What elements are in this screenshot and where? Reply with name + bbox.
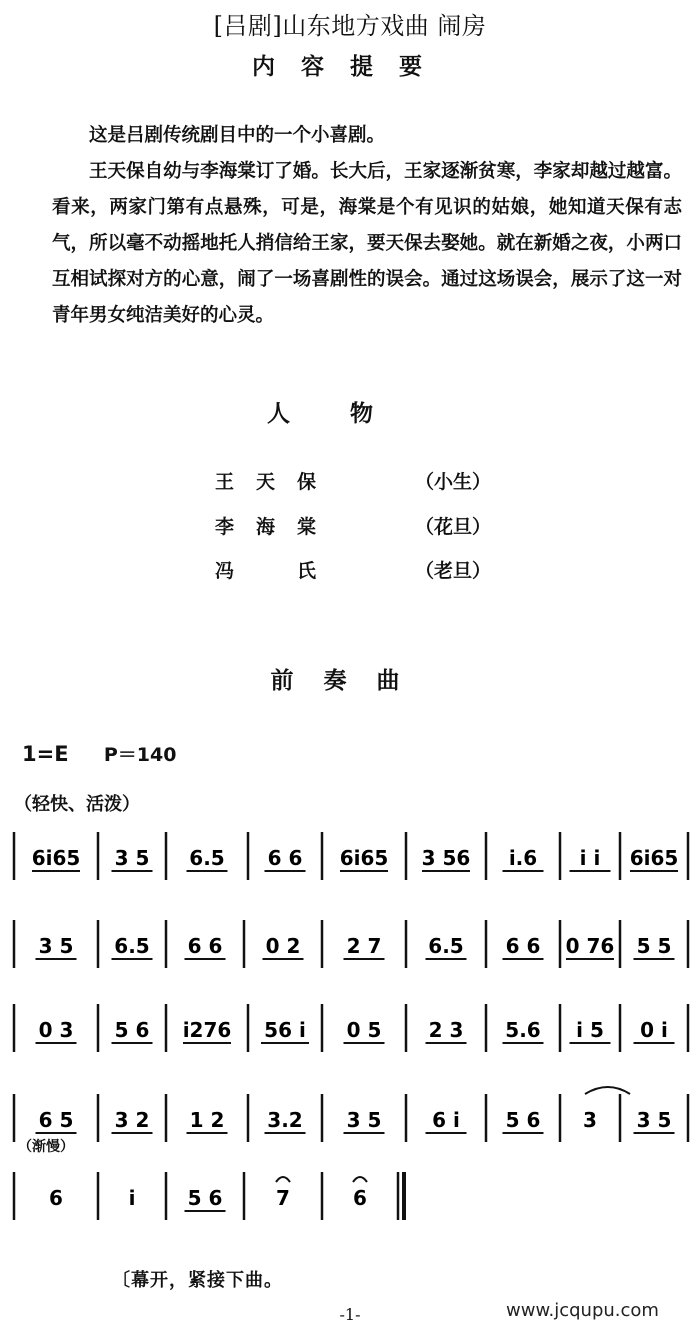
measure-notes: 3: [583, 1108, 597, 1132]
measure-notes: 6 6: [267, 846, 303, 870]
stage-direction: 〔幕开，紧接下曲。: [112, 1270, 283, 1291]
measure-notes: 6 6: [505, 934, 541, 958]
tempo-label: P＝140: [103, 744, 177, 766]
measure-notes: 2 7: [346, 934, 382, 958]
measure-notes: i i: [579, 846, 601, 870]
measure-notes: i: [128, 1186, 136, 1210]
page-number: -1-: [339, 1305, 361, 1324]
measure-notes: 3 5: [346, 1108, 382, 1132]
measure-notes: 6.5: [114, 934, 150, 958]
measure-notes: 6: [353, 1186, 367, 1210]
key-label: 1=E: [22, 742, 69, 766]
tie-arc: [585, 1087, 630, 1094]
measure-notes: 6i65: [339, 846, 389, 870]
measure-notes: i276: [182, 1018, 232, 1042]
prelude-heading: 前奏曲: [270, 668, 430, 694]
measure-notes: 0 i: [640, 1018, 668, 1042]
measure-notes: 6: [49, 1186, 63, 1210]
measure-notes: 6 i: [432, 1108, 460, 1132]
watermark: www.jcqupu.com: [506, 1300, 659, 1321]
measure-notes: 7: [276, 1186, 290, 1210]
measure-notes: 3 2: [114, 1108, 150, 1132]
cast-name: 冯 氏: [215, 560, 339, 582]
page-title: [吕剧]山东地方戏曲 闹房: [213, 12, 487, 40]
cast-role: （小生）: [415, 471, 492, 493]
measure-notes: 5.6: [505, 1018, 541, 1042]
cast-heading: 人物: [267, 401, 433, 427]
measure-notes: 3 56: [421, 846, 471, 870]
measure-notes: 0 76: [565, 934, 615, 958]
measure-notes: 6i65: [629, 846, 679, 870]
cast-name: 李海棠: [215, 516, 339, 538]
synopsis-paragraph-1: 这是吕剧传统剧目中的一个小喜剧。: [89, 125, 386, 146]
fermata: [353, 1177, 367, 1182]
measure-notes: 0 3: [38, 1018, 74, 1042]
measure-notes: 6i65: [31, 846, 81, 870]
measure-notes: 1 2: [189, 1108, 225, 1132]
measure-notes: 6.5: [189, 846, 225, 870]
measure-notes: 0 5: [346, 1018, 382, 1042]
measure-notes: 56 i: [264, 1018, 306, 1042]
measure-notes: 6.5: [428, 934, 464, 958]
synopsis-heading: 内容提要: [252, 54, 448, 80]
cast-name: 王天保: [215, 471, 339, 493]
measure-notes: 3.2: [267, 1108, 303, 1132]
measure-notes: i.6: [508, 846, 538, 870]
measure-notes: 6 5: [38, 1108, 74, 1132]
synopsis-paragraph-2: 王天保自幼与李海棠订了婚。长大后，王家逐渐贫寒，李家却越过越富。看来，两家门第有点悬殊，可是，海棠是个有见识的姑娘，她知道天保有志气，所以毫不动摇地托人捎信给王家，要天保去娶她。就在新婚之夜，小两口互相试探对方的心意，闹了一场喜剧性的误会。通过这场误会，展示了这一对青年男女纯洁美好的心灵。: [52, 161, 682, 326]
cast-role: （老旦）: [415, 560, 492, 582]
measure-notes: 3 5: [38, 934, 74, 958]
fermata: [276, 1177, 290, 1182]
measure-notes: 0 2: [265, 934, 301, 958]
measure-notes: 5 6: [505, 1108, 541, 1132]
cast-role: （花旦）: [415, 516, 492, 538]
measure-notes: 6 6: [187, 934, 223, 958]
measure-notes: 3 5: [636, 1108, 672, 1132]
measure-notes: 2 3: [428, 1018, 464, 1042]
expression-mark-slow: （渐慢）: [18, 1139, 74, 1155]
measure-notes: 5 5: [636, 934, 672, 958]
measure-notes: 3 5: [114, 846, 150, 870]
expression-mark: （轻快、活泼）: [14, 794, 140, 815]
measure-notes: i 5: [576, 1018, 604, 1042]
measure-notes: 5 6: [114, 1018, 150, 1042]
measure-notes: 5 6: [187, 1186, 223, 1210]
